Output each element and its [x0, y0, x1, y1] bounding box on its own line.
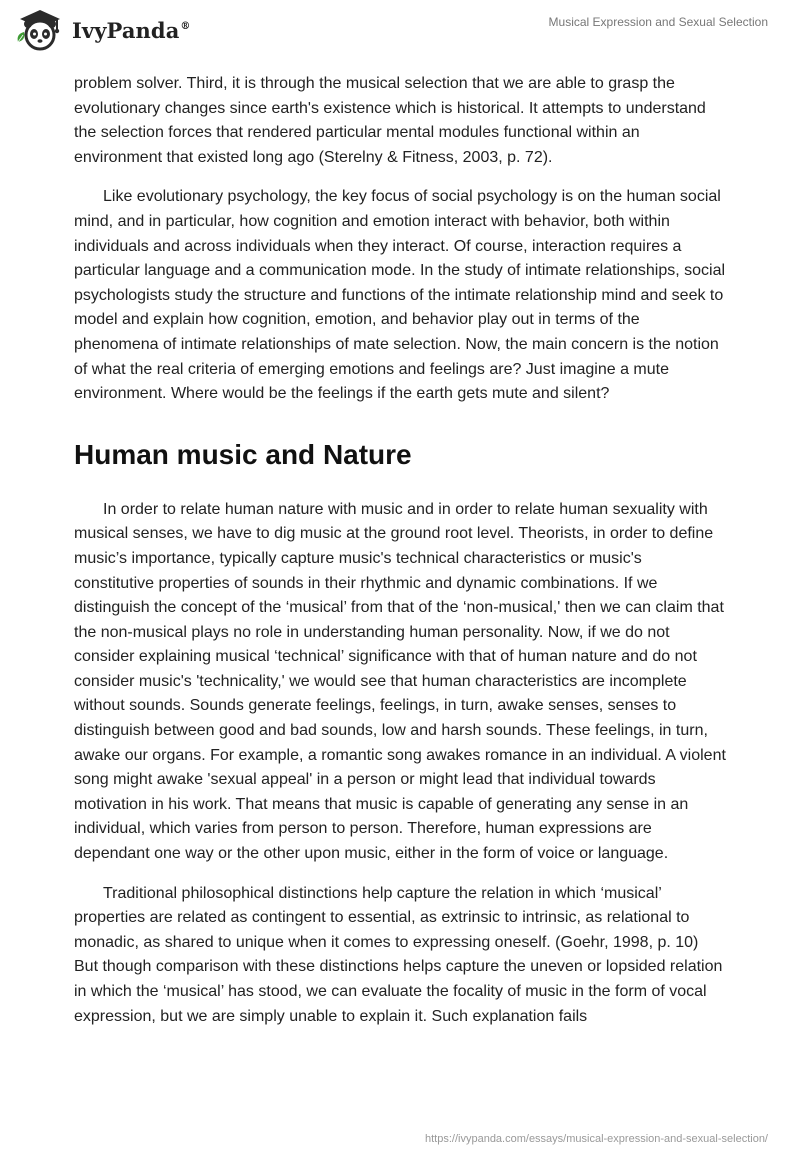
- panda-graduation-cap-icon: [14, 8, 66, 52]
- page-header: [0, 0, 800, 62]
- source-url[interactable]: https://ivypanda.com/essays/musical-expression-and-sexual-selection/: [425, 1133, 768, 1145]
- section-heading: Human music and Nature: [74, 438, 412, 470]
- paragraph: Like evolutionary psychology, the key focus of social psychology is on the human social mind, and in particular, how cognition and emotion interact with behavior, both within individuals and across individuals when they interact. Of course, interaction requires a particular language and a communication mode. In the study of intimate relationships, social psychologists study the structure and functions of the intimate relationship mind and seek to model and explain how cognition, emotion, and behavior play out in terms of the phenomena of intimate relationships of mate selection. Now, the main concern is the notion of what the real criteria of emerging emotions and feelings are? Just imagine a mute environment. Where would be the feelings if the earth gets mute and silent?: [74, 188, 726, 403]
- paragraph: problem solver. Third, it is through the musical selection that we are able to grasp the evolutionary changes since earth's existence which is historical. It attempts to understand the selection forces that rendered particular mental modules functional within an environment that existed long ago (Sterelny & Fitness, 2003, p. 72).: [74, 75, 706, 166]
- essay-body: [74, 72, 726, 1044]
- ivypanda-logo[interactable]: [14, 8, 191, 52]
- brand-name: IvyPanda®: [72, 17, 191, 43]
- paragraph: Traditional philosophical distinctions help capture the relation in which ‘musical’ properties are related as contingent to essential, as extrinsic to intrinsic, as relational to monadic, as shared to unique when it comes to expressing oneself. (Goehr, 1998, p. 10) But though comparison with these distinctions helps capture the uneven or lopsided relation in which the ‘musical’ has stood, we can evaluate the focality of music in the form of vocal expression, but we are simply unable to explain it. Such explanation fails: [74, 884, 723, 1025]
- document-title: Musical Expression and Sexual Selection: [548, 15, 768, 29]
- paragraph: In order to relate human nature with music and in order to relate human sexuality with musical senses, we have to dig music at the ground root level. Theorists, in order to define music’s importance, typically capture music's technical characteristics or music's constitutive properties of sounds in their rhythmic and dynamic combinations. If we distinguish the concept of the ‘musical’ from that of the ‘non-musical,' then we can claim that the non-musical plays no role in understanding human personality. Now, if we do not consider explaining musical ‘technical’ significance with that of human nature and do not consider music's 'technicality,' we would see that human characteristics are incomplete without sounds. Sounds generate feelings, feelings, in turn, awake senses, senses to distinguish between good and bad sounds, low and harsh sounds. These feelings, in turn, awake our organs. For example, a romantic song awakes romance in an individual. A violent song might awake 'sexual appeal' in a person or might lead that individual towards motivation in his work. That means that music is capable of generating any sense in an individual, which varies from person to person. Therefore, human expressions are dependant one way or the other upon music, either in the form of voice or language.: [74, 500, 726, 863]
